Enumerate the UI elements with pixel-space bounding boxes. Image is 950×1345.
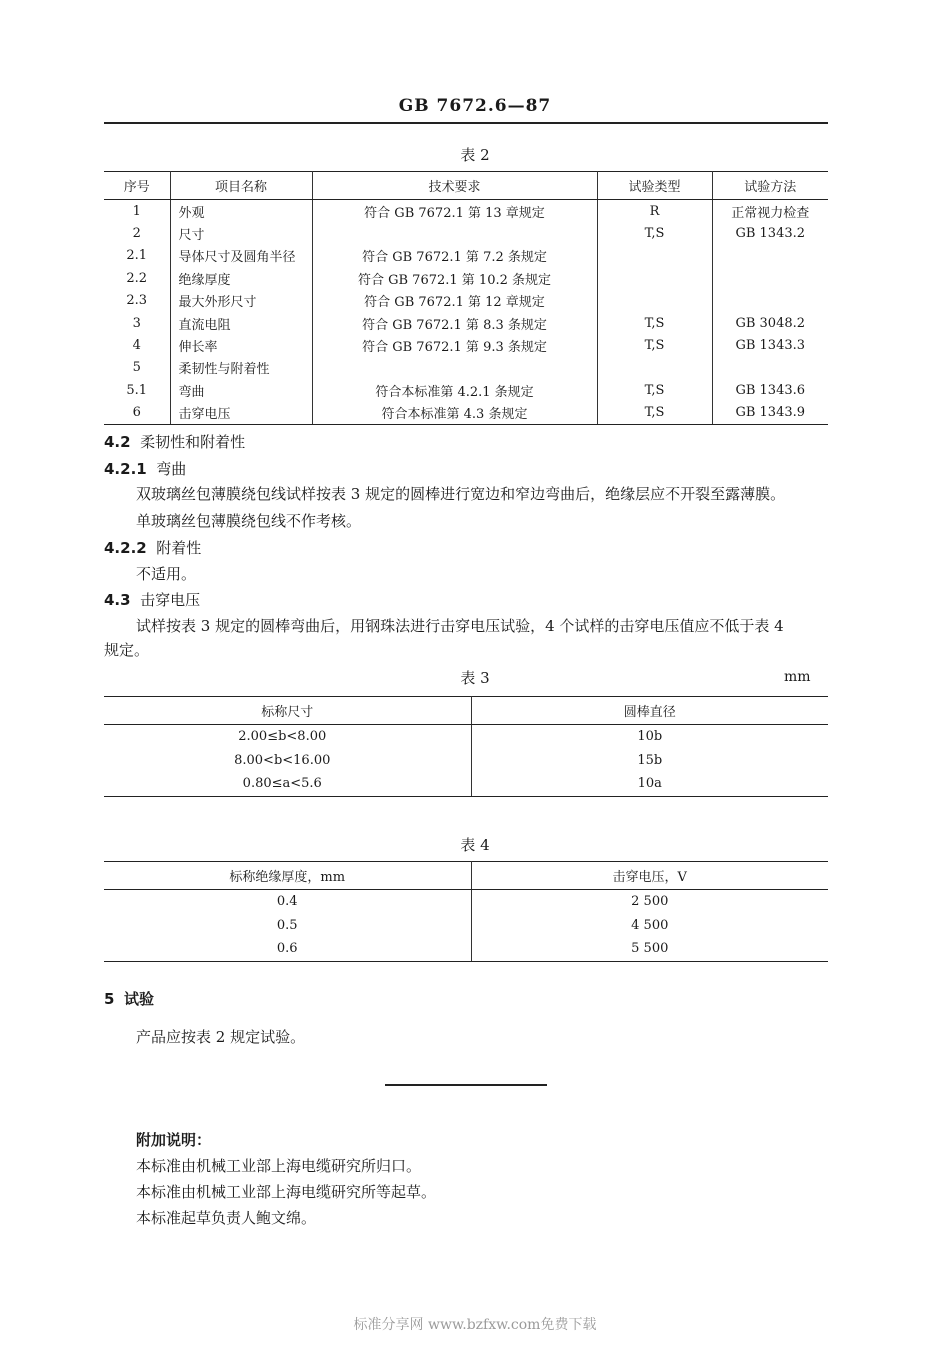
table2-cell: T,S [597, 402, 712, 425]
paragraph: 试样按表 3 规定的圆棒弯曲后，用钢珠法进行击穿电压试验，4 个试样的击穿电压值应不低于表 4 [136, 617, 784, 635]
section-number: 5 [104, 990, 115, 1008]
table-row [104, 937, 828, 961]
table-row [104, 222, 828, 244]
table2-cell [712, 267, 828, 289]
table2-cell: 符合 GB 7672.1 第 7.2 条规定 [312, 245, 597, 267]
notes-line: 本标准由机械工业部上海电缆研究所归口。 [136, 1157, 422, 1175]
table2-cell: 符合 GB 7672.1 第 10.2 条规定 [312, 267, 597, 289]
table2-cell [597, 290, 712, 312]
notes-title: 附加说明： [136, 1131, 212, 1149]
table2-cell: 柔韧性与附着性 [170, 357, 312, 379]
table-row [104, 725, 828, 749]
table2-cell: 2.2 [104, 267, 170, 289]
table2-cell: 直流电阻 [170, 312, 312, 334]
table2-cell: 符合 GB 7672.1 第 13 章规定 [312, 200, 597, 223]
table2-cell: 最大外形尺寸 [170, 290, 312, 312]
table4-cell: 0.5 [104, 914, 471, 938]
table-2 [104, 171, 828, 425]
table2-cell: 4 [104, 334, 170, 356]
table3-cell: 8.00<b<16.00 [104, 749, 471, 773]
paragraph: 不适用。 [136, 565, 197, 583]
table4-caption: 表 4 [460, 836, 490, 854]
table2-cell: 击穿电压 [170, 402, 312, 425]
table2-cell [312, 222, 597, 244]
section-4-3-heading [104, 589, 200, 610]
table2-cell: 1 [104, 200, 170, 223]
table3-cell: 10a [471, 772, 828, 796]
table-row [104, 312, 828, 334]
section-title: 试验 [123, 990, 154, 1008]
table3-header-cell: 圆棒直径 [471, 697, 828, 725]
table2-cell: 6 [104, 402, 170, 425]
table2-header-cell: 试验类型 [597, 172, 712, 200]
table2-cell: 5.1 [104, 379, 170, 401]
table2-header-cell: 试验方法 [712, 172, 828, 200]
table2-cell: T,S [597, 334, 712, 356]
table2-cell: 弯曲 [170, 379, 312, 401]
section-title: 击穿电压 [140, 591, 201, 609]
footer-watermark: 标准分享网 www.bzfxw.com免费下载 [353, 1317, 597, 1333]
table2-cell: 2.1 [104, 245, 170, 267]
section-title: 柔韧性和附着性 [140, 433, 246, 451]
table2-cell: 绝缘厚度 [170, 267, 312, 289]
table4-header-cell: 标称绝缘厚度，mm [104, 862, 471, 890]
table4-cell: 0.4 [104, 890, 471, 914]
table2-cell: GB 1343.9 [712, 402, 828, 425]
table2-cell: 伸长率 [170, 334, 312, 356]
section-number: 4.2.2 [104, 539, 147, 557]
table-row [104, 402, 828, 425]
table2-cell: 符合本标准第 4.3 条规定 [312, 402, 597, 425]
table2-caption: 表 2 [460, 146, 490, 164]
table-row [104, 772, 828, 796]
table2-cell: 符合 GB 7672.1 第 8.3 条规定 [312, 312, 597, 334]
section-4-2-2-heading [104, 537, 201, 558]
section-5-heading [104, 988, 154, 1009]
table3-header-cell: 标称尺寸 [104, 697, 471, 725]
table2-cell: GB 1343.6 [735, 382, 806, 398]
table2-cell: 导体尺寸及圆角半径 [170, 245, 312, 267]
table2-cell: 尺寸 [170, 222, 312, 244]
paragraph: 双玻璃丝包薄膜绕包线试样按表 3 规定的圆棒进行宽边和窄边弯曲后，绝缘层应不开裂至露薄膜。 [136, 485, 786, 503]
table-row [104, 200, 828, 223]
table-row [104, 267, 828, 289]
table-row [104, 379, 828, 401]
table2-cell [712, 357, 828, 379]
table2-cell [597, 267, 712, 289]
table2-cell: 符合 GB 7672.1 第 12 章规定 [312, 290, 597, 312]
table2-cell [597, 357, 712, 379]
table4-cell: 0.6 [104, 937, 471, 961]
section-title: 附着性 [156, 539, 202, 557]
table-3 [104, 696, 828, 797]
paragraph: 产品应按表 2 规定试验。 [136, 1028, 306, 1046]
table2-cell: 3 [104, 312, 170, 334]
table2-cell [312, 357, 597, 379]
section-number: 4.2 [104, 433, 131, 451]
table2-cell: 5 [104, 357, 170, 379]
table2-cell [597, 245, 712, 267]
table2-cell: 正常视力检查 [731, 205, 810, 221]
table3-cell: 0.80≤a<5.6 [104, 772, 471, 796]
table2-header-cell: 序号 [104, 172, 170, 200]
paragraph: 单玻璃丝包薄膜绕包线不作考核。 [136, 512, 362, 530]
table3-unit: mm [784, 669, 811, 685]
notes-line: 本标准由机械工业部上海电缆研究所等起草。 [136, 1183, 437, 1201]
section-title: 弯曲 [156, 460, 187, 478]
table3-cell: 15b [637, 752, 663, 768]
table2-cell: 符合 GB 7672.1 第 9.3 条规定 [312, 334, 597, 356]
header-rule [104, 122, 828, 124]
table2-cell: T,S [597, 222, 712, 244]
table-row [104, 290, 828, 312]
section-number: 4.3 [104, 591, 131, 609]
table-row [104, 357, 828, 379]
table2-cell: R [597, 200, 712, 223]
table4-cell: 5 500 [471, 937, 828, 961]
table4-cell: 4 500 [631, 917, 669, 933]
table2-cell: 外观 [170, 200, 312, 223]
table4-cell: 2 500 [631, 894, 669, 910]
table-row [104, 890, 828, 914]
table2-header-cell: 项目名称 [170, 172, 312, 200]
section-4-2-heading [104, 431, 245, 452]
table-row [104, 749, 828, 773]
table2-cell: GB 1343.2 [735, 226, 806, 242]
paragraph: 规定。 [104, 641, 150, 659]
table-row [104, 914, 828, 938]
table2-cell: T,S [597, 312, 712, 334]
table2-header-cell: 技术要求 [312, 172, 597, 200]
section-4-2-1-heading [104, 458, 186, 479]
table3-cell: 2.00≤b<8.00 [104, 725, 471, 749]
table2-cell [712, 290, 828, 312]
table3-caption: 表 3 [460, 669, 490, 687]
table2-cell: 符合本标准第 4.2.1 条规定 [312, 379, 597, 401]
table2-cell: 2.3 [104, 290, 170, 312]
table2-cell: GB 3048.2 [735, 315, 806, 331]
table-4 [104, 861, 828, 962]
table3-cell: 10b [637, 729, 663, 745]
table2-cell: GB 1343.3 [735, 338, 806, 354]
table-row [104, 334, 828, 356]
standard-number: GB 7672.6—87 [398, 96, 552, 116]
section-number: 4.2.1 [104, 460, 147, 478]
notes-line: 本标准起草负责人鲍文绵。 [136, 1209, 317, 1227]
table-row [104, 245, 828, 267]
table2-cell: 2 [104, 222, 170, 244]
table2-cell [712, 245, 828, 267]
end-rule [385, 1084, 547, 1086]
table2-cell: T,S [597, 379, 712, 401]
table4-header-cell: 击穿电压，V [471, 862, 828, 890]
